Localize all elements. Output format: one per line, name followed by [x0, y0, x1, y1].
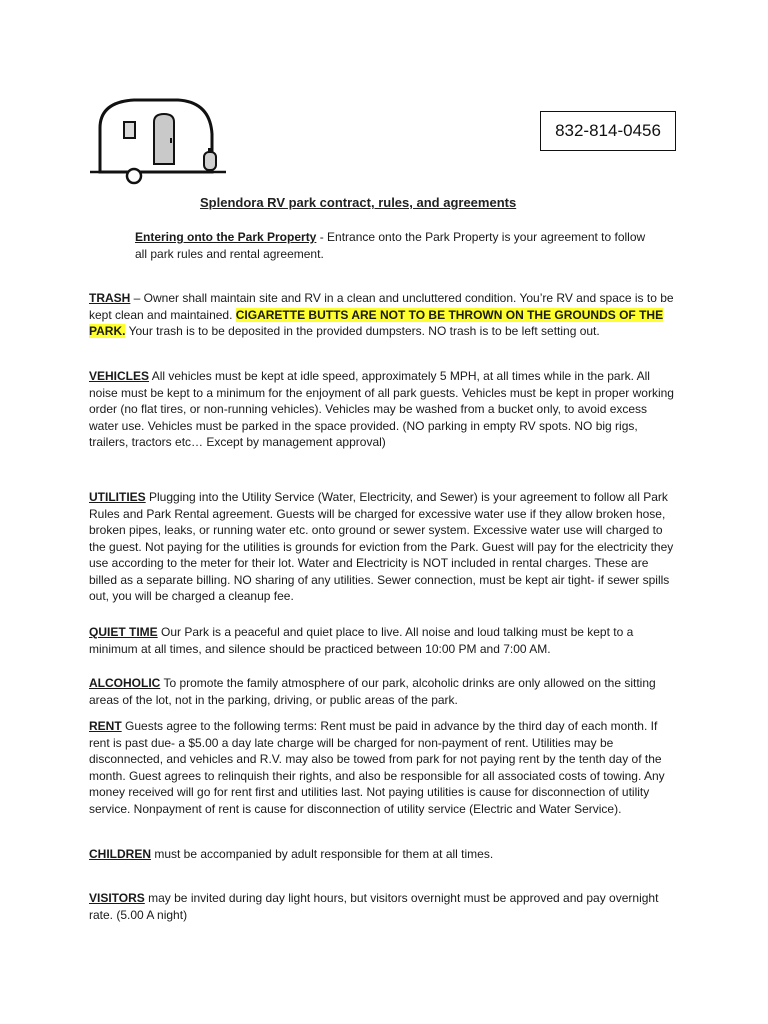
intro-heading: Entering onto the Park Property [135, 230, 317, 244]
visitors-section [89, 890, 679, 923]
children-heading: CHILDREN [89, 847, 151, 861]
quiet-time-text: Our Park is a peaceful and quiet place to live. All noise and loud talking must be kept to a minimum at all times, and silence should be practiced between 10:00 PM and 7:00 AM. [89, 625, 634, 656]
cigarette-warning-highlight: CIGARETTE BUTTS ARE NOT TO BE THROWN ON THE GROUNDS OF THE PARK. [89, 307, 664, 338]
trash-text-after: Your trash is to be deposited in the provided dumpsters. NO trash is to be left setting out. [125, 324, 600, 338]
utilities-heading: UTILITIES [89, 490, 146, 504]
alcoholic-text: To promote the family atmosphere of our park, alcoholic drinks are only allowed on the sitting areas of the lot, not in the parking, driving, or public areas of the park. [89, 676, 656, 707]
alcoholic-heading: ALCOHOLIC [89, 676, 161, 690]
rent-text: Guests agree to the following terms: Rent must be paid in advance by the third day of each month. If rent is past due- a $5.00 a day late charge will be charged for non-payment of rent. Utilities may be disconnected, and vehicles and R.V. may also be towed from park for not paying rent by the tenth day of the month. Guest agrees to relinquish their rights, and also be responsible for all associated costs of towing. Any money received will go for rent first and utilities last. Not paying utilities is cause for disconnection of utility service. Nonpayment of rent is cause for disconnection of utility service (Electric and Water Service). [89, 719, 665, 816]
children-section [89, 846, 679, 863]
visitors-text: may be invited during day light hours, but visitors overnight must be approved and pay overnight rate. (5.00 A night) [89, 891, 659, 922]
children-text: must be accompanied by adult responsible for them at all times. [151, 847, 494, 861]
phone-number: 832-814-0456 [555, 121, 661, 140]
visitors-heading: VISITORS [89, 891, 145, 905]
phone-number-box [540, 111, 676, 151]
trash-text-before: – Owner shall maintain site and RV in a clean and uncluttered condition. You’re RV and space is to be kept clean and maintained. [89, 291, 674, 322]
vehicles-section [89, 368, 679, 451]
vehicles-heading: VEHICLES [89, 369, 150, 383]
utilities-text: Plugging into the Utility Service (Water, Electricity, and Sewer) is your agreement to follow all Park Rules and Park Rental agreement. Guests will be charged for excessive water use if they allow broken hose, broken pipes, leaks, or running water etc. onto ground or sewer system. Excessive water use will charged to the guest. Not paying for the utilities is grounds for eviction from the Park. Guest will pay for the electricity they use according to the meter for their lot. Water and Electricity is NOT included in rental charges. These are billed as a separate billing. NO sharing of any utilities. Sewer connection, must be kept air tight- if sewer spills out, you will be charged a cleanup fee. [89, 490, 674, 603]
alcoholic-section [89, 675, 679, 708]
rent-section [89, 718, 679, 817]
quiet-time-heading: QUIET TIME [89, 625, 158, 639]
quiet-time-section [89, 624, 679, 657]
document-title: Splendora RV park contract, rules, and agreements [200, 195, 517, 210]
trash-heading: TRASH [89, 291, 131, 305]
intro-paragraph [135, 229, 655, 262]
rv-trailer-illustration [86, 94, 226, 186]
intro-text: - Entrance onto the Park Property is your agreement to follow all park rules and rental agreement. [135, 230, 646, 261]
rent-heading: RENT [89, 719, 122, 733]
trash-section [89, 290, 679, 340]
utilities-section [89, 489, 679, 605]
vehicles-text: All vehicles must be kept at idle speed, approximately 5 MPH, at all times while in the park. All noise must be kept to a minimum for the enjoyment of all park guests. Vehicles must be kept in proper working order (no flat tires, or non-running vehicles). Vehicles may be washed from a bucket only, to avoid excess water use. Vehicles must be parked in the space provided. (NO parking in empty RV spots. NO big rigs, trailers, tractors etc… Except by management approval) [89, 369, 674, 449]
